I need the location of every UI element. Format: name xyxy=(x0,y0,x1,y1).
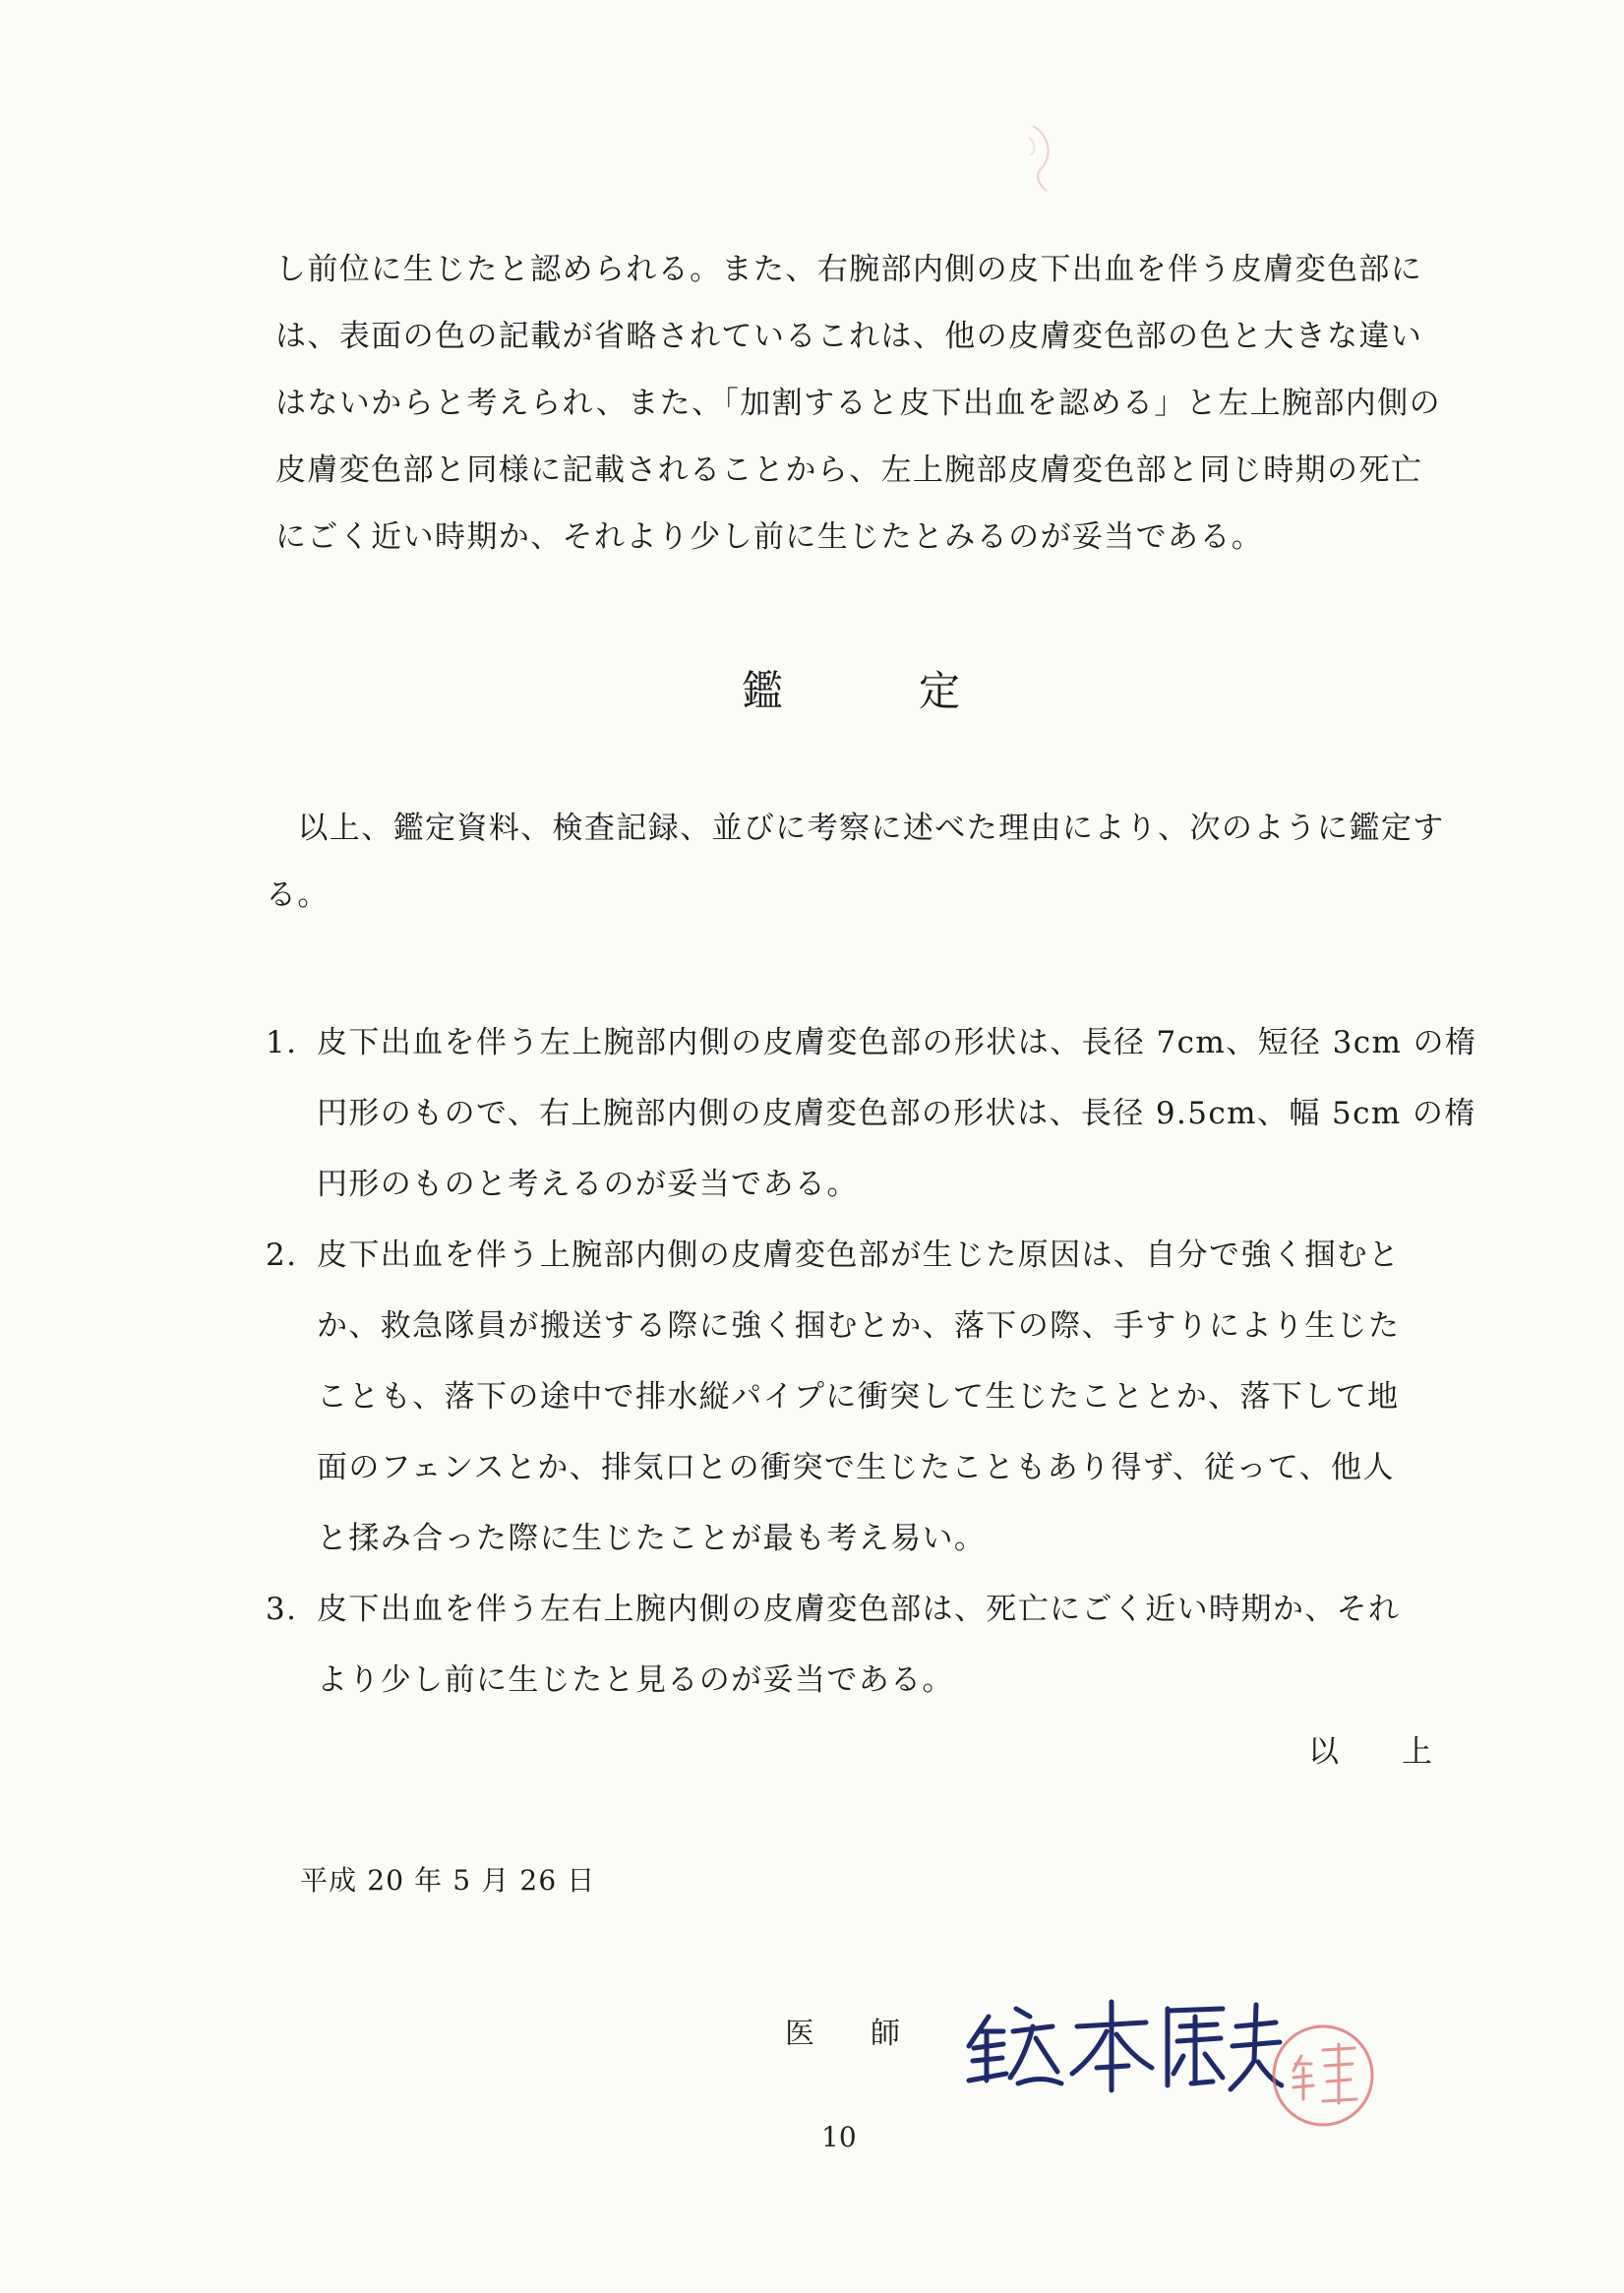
title-char: 師 xyxy=(871,2017,900,2051)
finding-line: か、救急隊員が搬送する際に強く掴むとか、落下の際、手すりにより生じた xyxy=(317,1308,1401,1344)
finding-line: より少し前に生じたと見るのが妥当である。 xyxy=(317,1662,954,1698)
finding-number: 3. xyxy=(266,1592,298,1627)
section-heading xyxy=(630,659,1023,718)
finding-line: 面のフェンスとか、排気口との衝突で生じたこともあり得ず、従って、他人 xyxy=(317,1450,1395,1485)
finding-item xyxy=(266,1574,1446,1716)
paragraph-line: にごく近い時期か、それより少し前に生じたとみるのが妥当である。 xyxy=(275,519,1264,555)
signatory-title xyxy=(777,2009,915,2058)
paragraph-line: は、表面の色の記載が省略されているこれは、他の皮膚変色部の色と大きな違い xyxy=(275,319,1423,354)
closing-char: 以 xyxy=(1308,1734,1339,1770)
finding-number: 2. xyxy=(266,1237,298,1273)
finding-line: と揉み合った際に生じたことが最も考え易い。 xyxy=(317,1521,987,1556)
signature-block xyxy=(777,1987,1387,2125)
continued-paragraph xyxy=(275,236,1441,571)
finding-line: 皮下出血を伴う左右上腕内側の皮膚変色部は、死亡にごく近い時期か、それ xyxy=(317,1592,1401,1627)
closing-mark xyxy=(1308,1726,1436,1776)
paragraph-line: し前位に生じたと認められる。また、右腕部内側の皮下出血を伴う皮膚変色部に xyxy=(275,252,1423,287)
page-number: 10 xyxy=(821,2121,857,2153)
finding-number: 1. xyxy=(266,1025,298,1060)
personal-seal xyxy=(1264,2017,1382,2135)
intro-paragraph xyxy=(266,795,1445,929)
closing-char: 上 xyxy=(1402,1734,1432,1770)
finding-line: 円形のものと考えるのが妥当である。 xyxy=(317,1167,859,1202)
finding-item xyxy=(266,1220,1446,1574)
finding-item xyxy=(266,1007,1477,1220)
heading-char: 鑑 xyxy=(741,667,783,715)
finding-line: ことも、落下の途中で排水縦パイプに衝突して生じたこととか、落下して地 xyxy=(317,1379,1400,1415)
paragraph-line: はないからと考えられ、また、「加割すると皮下出血を認める」と左上腕部内側の xyxy=(275,386,1441,421)
handwritten-signature xyxy=(959,1987,1284,2105)
finding-line: 円形のもので、右上腕部内側の皮膚変色部の形状は、長径 9.5cm、幅 5cm の楕 xyxy=(317,1096,1476,1131)
heading-char: 定 xyxy=(918,667,960,715)
document-date: 平成 20 年 5 月 26 日 xyxy=(300,1864,596,1897)
finding-line: 皮下出血を伴う左上腕部内側の皮膚変色部の形状は、長径 7cm、短径 3cm の楕 xyxy=(317,1025,1477,1060)
title-char: 医 xyxy=(785,2017,814,2051)
paragraph-line: 皮膚変色部と同様に記載されることから、左上腕部皮膚変色部と同じ時期の死亡 xyxy=(275,453,1423,488)
finding-line: 皮下出血を伴う上腕部内側の皮膚変色部が生じた原因は、自分で強く掴むと xyxy=(317,1237,1401,1273)
paragraph-line: 以上、鑑定資料、検査記録、並びに考察に述べた理由により、次のように鑑定す xyxy=(266,811,1445,846)
findings-list xyxy=(266,1007,1477,1716)
paragraph-line: る。 xyxy=(266,877,330,913)
scan-artifact-mark xyxy=(1023,118,1062,197)
